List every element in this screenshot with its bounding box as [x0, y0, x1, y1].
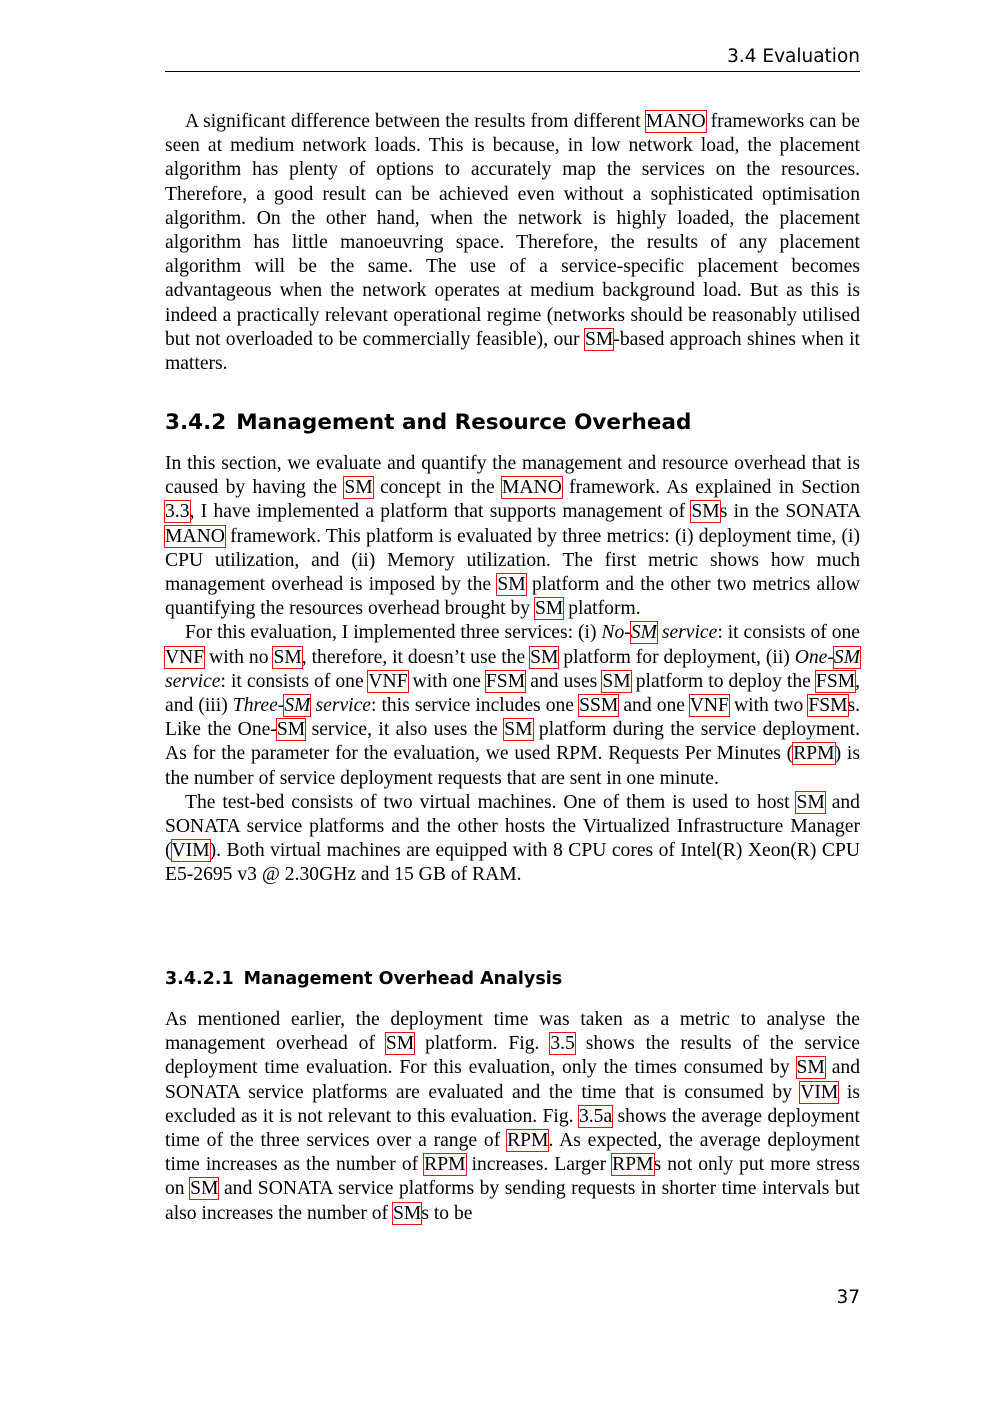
section-paragraph-1: In this section, we evaluate and quantify the management and resource overhead that is caused by having the SM concept in the MANO framework. As explained in Section 3.3, I have implemented a platform that supports management of SMs in the SONATA MANO framework. This platform is evaluated by three metrics: (i) deployment time, (i) CPU utilization, and (ii) Memory utilization. The first metric shows how much management overhead is imposed by the SM platform and the other two metrics allow quantifying the resources overhead brought by SM platform.	[165, 453, 861, 620]
acronym-link-sm[interactable]: SM	[344, 477, 373, 499]
acronym-link-sm[interactable]: SM	[190, 1178, 219, 1200]
section-body	[165, 452, 860, 888]
section-paragraph-3: The test-bed consists of two virtual machines. One of them is used to host SM and SONATA service platforms and the other hosts the Virtualized Infrastructure Manager (VIM). Both virtual machines are equipped with 8 CPU cores of Intel(R) Xeon(R) CPU E5-2695 v3 @ 2.30GHz and 15 GB of RAM.	[165, 791, 860, 886]
acronym-link-sm[interactable]: SM	[602, 670, 631, 692]
acronym-link-sm[interactable]: SM	[504, 719, 533, 741]
intro-block	[165, 110, 860, 376]
acronym-link-sm[interactable]: SM	[273, 646, 302, 668]
acronym-link-sm[interactable]: SM	[796, 1057, 825, 1079]
header-rule	[165, 71, 860, 72]
acronym-link-sm[interactable]: SM	[392, 1202, 422, 1224]
section-heading: 3.4.2 Management and Resource Overhead	[165, 410, 692, 435]
acronym-link-mano[interactable]: MANO	[165, 525, 225, 547]
acronym-link-fsm[interactable]: FSM	[808, 695, 848, 717]
intro-paragraph: A significant difference between the results from different MANO frameworks can be seen at medium network loads. This is because, in low network load, the placement algorithm has plenty of options to accurately map the services on the resources. Therefore, a good result can be achieved even without a sophisticated optimisation algorithm. On the other hand, when the network is highly loaded, the placement algorithm has little manoeuvring space. Therefore, the results of any placement algorithm will be the same. The use of a service-specific placement becomes advantageous when the network operates at medium background load. But as this is indeed a practically relevant operational regime (networks should be reasonably utilised but not overloaded to be commercially feasible), our SM-based approach shines when it matters.	[165, 111, 861, 375]
acronym-link-rpm[interactable]: RPM	[507, 1130, 549, 1152]
acronym-link-vnf[interactable]: VNF	[689, 695, 729, 717]
acronym-link-sm[interactable]: SM	[385, 1033, 415, 1055]
acronym-link-mano[interactable]: MANO	[645, 111, 706, 132]
subsection-paragraph-1: As mentioned earlier, the deployment time was taken as a metric to analyse the management overhead of SM platform. Fig. 3.5 shows the results of the service deployment time evaluation. For this evaluation, only the times consumed by SM and SONATA service platforms are evaluated and the time that is consumed by VIM is excluded as it is not relevant to this evaluation. Fig. 3.5a shows the average deployment time of the three services over a range of RPM. As expected, the average deployment time increases as the number of RPM increases. Larger RPMs not only put more stress on SM and SONATA service platforms by sending requests in shorter time intervals but also increases the number of SMs to be	[165, 1009, 860, 1224]
acronym-link-vim[interactable]: VIM	[171, 840, 210, 862]
acronym-link-sm[interactable]: SM	[284, 695, 311, 717]
acronym-link-sm[interactable]: SM	[276, 719, 306, 741]
acronym-link-sm[interactable]: SM	[497, 574, 526, 596]
acronym-link-sm[interactable]: SM	[530, 646, 559, 668]
acronym-link-sm[interactable]: SM	[535, 598, 564, 620]
section-paragraph-2: For this evaluation, I implemented three services: (i) No-SM service: it consists of one VNF with no SM, therefore, it doesn’t use the SM platform for deployment, (ii) One-SM service: it consists of one VNF with one FSM and uses SM platform to deploy the FSM, and (iii) Three-SM service: this service includes one SSM and one VNF with two FSMs. Like the One-SM service, it also uses the SM platform during the service deployment. As for the parameter for the evaluation, we used RPM. Requests Per Minutes (RPM) is the number of service deployment requests that are sent in one minute.	[165, 622, 861, 789]
section-ref-link[interactable]: 3.3	[165, 501, 190, 523]
acronym-link-mano[interactable]: MANO	[501, 477, 562, 499]
acronym-link-rpm[interactable]: RPM	[424, 1154, 466, 1176]
acronym-link-sm[interactable]: SM	[630, 622, 657, 644]
page-number: 37	[836, 1287, 860, 1308]
acronym-link-fsm[interactable]: FSM	[485, 670, 526, 692]
subsection-heading: 3.4.2.1 Management Overhead Analysis	[165, 969, 563, 989]
acronym-link-vnf[interactable]: VNF	[368, 670, 408, 692]
acronym-link-rpm[interactable]: RPM	[793, 743, 835, 765]
running-head: 3.4 Evaluation	[727, 46, 860, 67]
acronym-link-vim[interactable]: VIM	[800, 1081, 839, 1103]
acronym-link-sm[interactable]: SM	[796, 791, 825, 813]
acronym-link-ssm[interactable]: SSM	[579, 695, 619, 717]
acronym-link-fsm[interactable]: FSM	[815, 670, 856, 692]
figure-ref-link[interactable]: 3.5a	[578, 1105, 613, 1127]
acronym-link-rpm[interactable]: RPM	[612, 1154, 654, 1176]
figure-ref-link[interactable]: 3.5	[550, 1033, 575, 1055]
acronym-link-vnf[interactable]: VNF	[165, 646, 205, 668]
subsection-body	[165, 1008, 860, 1226]
acronym-link-sm[interactable]: SM	[833, 646, 861, 668]
acronym-link-sm[interactable]: SM	[584, 328, 614, 350]
acronym-link-sm[interactable]: SM	[691, 501, 720, 523]
